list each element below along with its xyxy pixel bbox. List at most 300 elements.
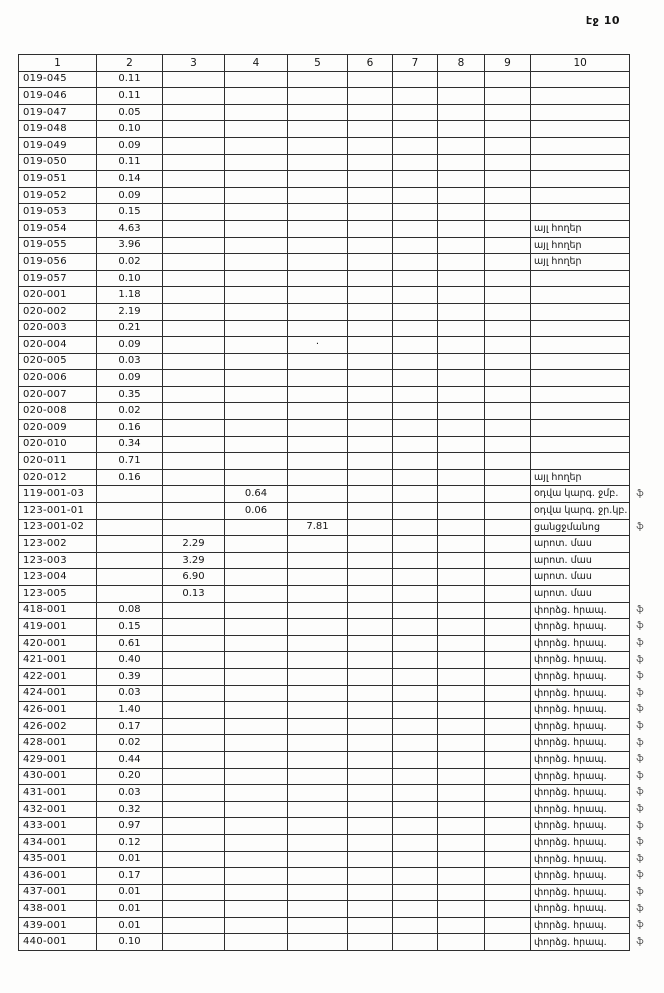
cell-col-7 [393, 652, 438, 669]
cell-col-1: 020-003 [19, 320, 97, 337]
cell-col-1: 020-002 [19, 303, 97, 320]
cell-col-4 [225, 934, 288, 951]
cell-col-3 [163, 220, 225, 237]
cell-col-10: փորձց. հրապ. [531, 818, 630, 835]
cell-col-4 [225, 602, 288, 619]
table-row [19, 503, 660, 520]
cell-col-9 [485, 403, 531, 420]
cell-col-10: փորձց. հրապ. [531, 751, 630, 768]
cell-col-3 [163, 718, 225, 735]
cell-col-8 [438, 337, 485, 354]
cell-col-6 [348, 220, 393, 237]
cell-col-2: 0.05 [97, 104, 163, 121]
cell-col-10 [531, 287, 630, 304]
cell-col-3 [163, 818, 225, 835]
cell-col-5: · [288, 337, 348, 354]
cell-col-10: օդվա կարգ. ջր.կբ. [531, 503, 630, 520]
cell-col-3 [163, 884, 225, 901]
margin-annotation [630, 88, 660, 105]
cell-col-7 [393, 486, 438, 503]
cell-col-3 [163, 353, 225, 370]
margin-annotation [630, 586, 660, 603]
cell-col-2: 0.09 [97, 137, 163, 154]
cell-col-2: 0.01 [97, 884, 163, 901]
cell-col-6 [348, 785, 393, 802]
margin-annotation [630, 204, 660, 221]
cell-col-10: արոտ. մաս [531, 569, 630, 586]
cell-col-9 [485, 386, 531, 403]
cell-col-4 [225, 137, 288, 154]
table-row [19, 154, 660, 171]
cell-col-5 [288, 536, 348, 553]
cell-col-9 [485, 420, 531, 437]
cell-col-6 [348, 320, 393, 337]
cell-col-3 [163, 801, 225, 818]
cell-col-10: փորձց. հրապ. [531, 851, 630, 868]
cell-col-8 [438, 187, 485, 204]
cell-col-6 [348, 668, 393, 685]
cell-col-1: 438-001 [19, 901, 97, 918]
cell-col-1: 426-002 [19, 718, 97, 735]
cell-col-6 [348, 121, 393, 138]
cell-col-5 [288, 370, 348, 387]
cell-col-1: 019-057 [19, 270, 97, 287]
margin-annotation [630, 536, 660, 553]
cell-col-2: 0.20 [97, 768, 163, 785]
cell-col-7 [393, 569, 438, 586]
cell-col-9 [485, 303, 531, 320]
cell-col-1: 019-052 [19, 187, 97, 204]
cell-col-6 [348, 469, 393, 486]
cell-col-6 [348, 503, 393, 520]
cell-col-7 [393, 353, 438, 370]
cell-col-8 [438, 503, 485, 520]
cell-col-9 [485, 917, 531, 934]
table-row [19, 884, 660, 901]
cell-col-8 [438, 785, 485, 802]
cell-col-8 [438, 586, 485, 603]
cell-col-10: փորձց. հրապ. [531, 901, 630, 918]
cell-col-9 [485, 884, 531, 901]
cell-col-7 [393, 137, 438, 154]
margin-annotation [630, 552, 660, 569]
cell-col-4 [225, 204, 288, 221]
margin-annotation [630, 353, 660, 370]
cell-col-1: 435-001 [19, 851, 97, 868]
cell-col-6 [348, 901, 393, 918]
cell-col-9 [485, 685, 531, 702]
cell-col-3 [163, 619, 225, 636]
margin-annotation: ֆ [636, 886, 644, 897]
table-row [19, 220, 660, 237]
cell-col-10 [531, 453, 630, 470]
table-row [19, 420, 660, 437]
cell-col-9 [485, 353, 531, 370]
table-row [19, 586, 660, 603]
cell-col-5 [288, 486, 348, 503]
table-row [19, 519, 660, 536]
margin-annotation [630, 287, 660, 304]
cell-col-5 [288, 652, 348, 669]
cell-col-10 [531, 154, 630, 171]
cell-col-6 [348, 652, 393, 669]
table-row [19, 254, 660, 271]
cell-col-5 [288, 718, 348, 735]
table-row [19, 104, 660, 121]
cell-col-10: փորձց. հրապ. [531, 735, 630, 752]
cell-col-4 [225, 801, 288, 818]
table-row [19, 668, 660, 685]
cell-col-4 [225, 785, 288, 802]
cell-col-6 [348, 801, 393, 818]
cell-col-9 [485, 735, 531, 752]
cell-col-9 [485, 204, 531, 221]
cell-col-10 [531, 171, 630, 188]
cell-col-1: 426-001 [19, 702, 97, 719]
table-row [19, 320, 660, 337]
cell-col-2: 0.17 [97, 868, 163, 885]
cell-col-10: փորձց. հրապ. [531, 685, 630, 702]
cell-col-5 [288, 420, 348, 437]
cell-col-3: 3.29 [163, 552, 225, 569]
cell-col-7 [393, 934, 438, 951]
cell-col-9 [485, 635, 531, 652]
cell-col-5 [288, 851, 348, 868]
cell-col-9 [485, 519, 531, 536]
cell-col-2: 0.09 [97, 337, 163, 354]
cell-col-7 [393, 536, 438, 553]
cell-col-9 [485, 469, 531, 486]
cell-col-6 [348, 569, 393, 586]
cell-col-9 [485, 436, 531, 453]
cell-col-4 [225, 834, 288, 851]
table-row [19, 785, 660, 802]
cell-col-9 [485, 652, 531, 669]
cell-col-3 [163, 104, 225, 121]
cell-col-4 [225, 685, 288, 702]
cell-col-1: 119-001-03 [19, 486, 97, 503]
cell-col-2: 0.11 [97, 71, 163, 88]
margin-annotation [630, 569, 660, 586]
cell-col-2: 4.63 [97, 220, 163, 237]
table-row [19, 602, 660, 619]
margin-annotation: ֆ [636, 770, 644, 781]
cell-col-1: 020-011 [19, 453, 97, 470]
cell-col-8 [438, 884, 485, 901]
cell-col-4 [225, 851, 288, 868]
margin-annotation [630, 104, 660, 121]
cell-col-7 [393, 287, 438, 304]
table-row [19, 934, 660, 951]
cell-col-7 [393, 718, 438, 735]
cell-col-5 [288, 552, 348, 569]
cell-col-6 [348, 204, 393, 221]
cell-col-5 [288, 453, 348, 470]
cell-col-6 [348, 635, 393, 652]
table-row [19, 834, 660, 851]
cell-col-10: այլ հողեր [531, 220, 630, 237]
margin-annotation [630, 420, 660, 437]
cell-col-7 [393, 270, 438, 287]
cell-col-8 [438, 154, 485, 171]
cell-col-10: փորձց. հրապ. [531, 801, 630, 818]
cell-col-8 [438, 834, 485, 851]
cell-col-10: օդվա կարգ. ջմբ. [531, 486, 630, 503]
cell-col-4 [225, 254, 288, 271]
cell-col-7 [393, 851, 438, 868]
cell-col-3 [163, 635, 225, 652]
cell-col-1: 437-001 [19, 884, 97, 901]
cell-col-5 [288, 71, 348, 88]
table-row [19, 303, 660, 320]
cell-col-3 [163, 453, 225, 470]
cell-col-8 [438, 104, 485, 121]
cell-col-9 [485, 536, 531, 553]
cell-col-1: 020-006 [19, 370, 97, 387]
cell-col-7 [393, 685, 438, 702]
table-row [19, 469, 660, 486]
cell-col-5 [288, 303, 348, 320]
cell-col-3 [163, 503, 225, 520]
cell-col-6 [348, 917, 393, 934]
cell-col-6 [348, 370, 393, 387]
cell-col-9 [485, 187, 531, 204]
cell-col-2: 0.61 [97, 635, 163, 652]
cell-col-8 [438, 668, 485, 685]
cell-col-7 [393, 801, 438, 818]
cell-col-8 [438, 320, 485, 337]
cell-col-1: 020-008 [19, 403, 97, 420]
cell-col-2: 0.03 [97, 785, 163, 802]
cell-col-1: 429-001 [19, 751, 97, 768]
cell-col-2: 0.03 [97, 685, 163, 702]
cell-col-3 [163, 768, 225, 785]
margin-annotation: ֆ [636, 671, 644, 682]
cell-col-7 [393, 403, 438, 420]
cell-col-9 [485, 370, 531, 387]
cell-col-7 [393, 602, 438, 619]
cell-col-8 [438, 121, 485, 138]
cell-col-9 [485, 171, 531, 188]
cell-col-7 [393, 519, 438, 536]
cell-col-4 [225, 519, 288, 536]
cell-col-1: 019-047 [19, 104, 97, 121]
cell-col-10 [531, 386, 630, 403]
cell-col-9 [485, 619, 531, 636]
cell-col-2: 0.34 [97, 436, 163, 453]
cell-col-4 [225, 386, 288, 403]
table-row [19, 702, 660, 719]
table-row [19, 486, 660, 503]
cell-col-7 [393, 768, 438, 785]
margin-annotation: ֆ [636, 920, 644, 931]
cell-col-8 [438, 353, 485, 370]
cell-col-5 [288, 386, 348, 403]
margin-annotation [630, 121, 660, 138]
cell-col-1: 123-001-01 [19, 503, 97, 520]
cell-col-5 [288, 884, 348, 901]
cell-col-7 [393, 469, 438, 486]
cell-col-9 [485, 88, 531, 105]
cell-col-4 [225, 154, 288, 171]
cell-col-7 [393, 303, 438, 320]
cell-col-7 [393, 121, 438, 138]
cell-col-2: 0.40 [97, 652, 163, 669]
cell-col-6 [348, 768, 393, 785]
cell-col-6 [348, 353, 393, 370]
cell-col-7 [393, 834, 438, 851]
cell-col-1: 019-053 [19, 204, 97, 221]
cell-col-1: 019-048 [19, 121, 97, 138]
page-number-label: էջ 10 [585, 14, 620, 27]
cell-col-2 [97, 552, 163, 569]
cell-col-7 [393, 868, 438, 885]
cell-col-5 [288, 917, 348, 934]
cell-col-2: 0.02 [97, 735, 163, 752]
cell-col-4 [225, 536, 288, 553]
cell-col-1: 020-012 [19, 469, 97, 486]
cell-col-1: 123-004 [19, 569, 97, 586]
cell-col-1: 439-001 [19, 917, 97, 934]
table-row [19, 386, 660, 403]
cell-col-4 [225, 436, 288, 453]
cell-col-1: 020-007 [19, 386, 97, 403]
table-row [19, 270, 660, 287]
cell-col-5 [288, 702, 348, 719]
cell-col-9 [485, 851, 531, 868]
cell-col-9 [485, 602, 531, 619]
margin-annotation: ֆ [636, 521, 644, 532]
cell-col-4 [225, 768, 288, 785]
cell-col-7 [393, 370, 438, 387]
data-table [18, 54, 660, 951]
cell-col-3: 2.29 [163, 536, 225, 553]
cell-col-6 [348, 586, 393, 603]
cell-col-1: 019-046 [19, 88, 97, 105]
cell-col-3 [163, 204, 225, 221]
cell-col-4 [225, 469, 288, 486]
cell-col-5: 7.81 [288, 519, 348, 536]
cell-col-9 [485, 801, 531, 818]
cell-col-4 [225, 403, 288, 420]
table-row [19, 137, 660, 154]
cell-col-6 [348, 751, 393, 768]
cell-col-6 [348, 436, 393, 453]
cell-col-6 [348, 868, 393, 885]
cell-col-9 [485, 868, 531, 885]
cell-col-3 [163, 602, 225, 619]
margin-annotation [630, 436, 660, 453]
cell-col-6 [348, 88, 393, 105]
cell-col-10 [531, 370, 630, 387]
table-row [19, 337, 660, 354]
cell-col-10 [531, 353, 630, 370]
table-row [19, 718, 660, 735]
cell-col-9 [485, 785, 531, 802]
cell-col-1: 123-005 [19, 586, 97, 603]
cell-col-4 [225, 635, 288, 652]
cell-col-2: 0.10 [97, 934, 163, 951]
cell-col-10: փորձց. հրապ. [531, 834, 630, 851]
cell-col-8 [438, 370, 485, 387]
margin-annotation [630, 303, 660, 320]
cell-col-1: 019-045 [19, 71, 97, 88]
cell-col-1: 019-056 [19, 254, 97, 271]
table-row [19, 403, 660, 420]
cell-col-9 [485, 137, 531, 154]
cell-col-4: 0.64 [225, 486, 288, 503]
margin-annotation: ֆ [636, 804, 644, 815]
cell-col-5 [288, 635, 348, 652]
cell-col-10: արոտ. մաս [531, 552, 630, 569]
cell-col-3 [163, 702, 225, 719]
cell-col-9 [485, 154, 531, 171]
cell-col-6 [348, 735, 393, 752]
margin-annotation [630, 71, 660, 88]
cell-col-4 [225, 237, 288, 254]
cell-col-8 [438, 735, 485, 752]
table-row [19, 353, 660, 370]
cell-col-1: 420-001 [19, 635, 97, 652]
cell-col-2: 0.09 [97, 187, 163, 204]
cell-col-6 [348, 403, 393, 420]
cell-col-5 [288, 834, 348, 851]
column-header-4: 4 [225, 55, 288, 72]
cell-col-3 [163, 785, 225, 802]
cell-col-8 [438, 917, 485, 934]
cell-col-7 [393, 386, 438, 403]
cell-col-1: 436-001 [19, 868, 97, 885]
cell-col-6 [348, 453, 393, 470]
cell-col-4 [225, 751, 288, 768]
cell-col-5 [288, 237, 348, 254]
cell-col-5 [288, 469, 348, 486]
margin-annotation: ֆ [636, 638, 644, 649]
cell-col-10 [531, 121, 630, 138]
margin-annotation [630, 503, 660, 520]
table-row [19, 453, 660, 470]
cell-col-4 [225, 917, 288, 934]
cell-col-8 [438, 171, 485, 188]
cell-col-1: 428-001 [19, 735, 97, 752]
cell-col-2: 0.44 [97, 751, 163, 768]
margin-annotation [630, 270, 660, 287]
table-row [19, 652, 660, 669]
margin-annotation [630, 220, 660, 237]
cell-col-4 [225, 71, 288, 88]
margin-annotation: ֆ [636, 903, 644, 914]
cell-col-6 [348, 818, 393, 835]
cell-col-6 [348, 519, 393, 536]
cell-col-8 [438, 220, 485, 237]
table-row [19, 851, 660, 868]
cell-col-10: փորձց. հրապ. [531, 635, 630, 652]
cell-col-7 [393, 220, 438, 237]
cell-col-2: 0.08 [97, 602, 163, 619]
cell-col-5 [288, 785, 348, 802]
cell-col-3 [163, 287, 225, 304]
cell-col-8 [438, 137, 485, 154]
cell-col-2: 1.40 [97, 702, 163, 719]
cell-col-2 [97, 486, 163, 503]
cell-col-8 [438, 702, 485, 719]
cell-col-7 [393, 171, 438, 188]
cell-col-2: 0.12 [97, 834, 163, 851]
cell-col-1: 431-001 [19, 785, 97, 802]
cell-col-4 [225, 104, 288, 121]
cell-col-10: փորձց. հրապ. [531, 718, 630, 735]
cell-col-7 [393, 237, 438, 254]
